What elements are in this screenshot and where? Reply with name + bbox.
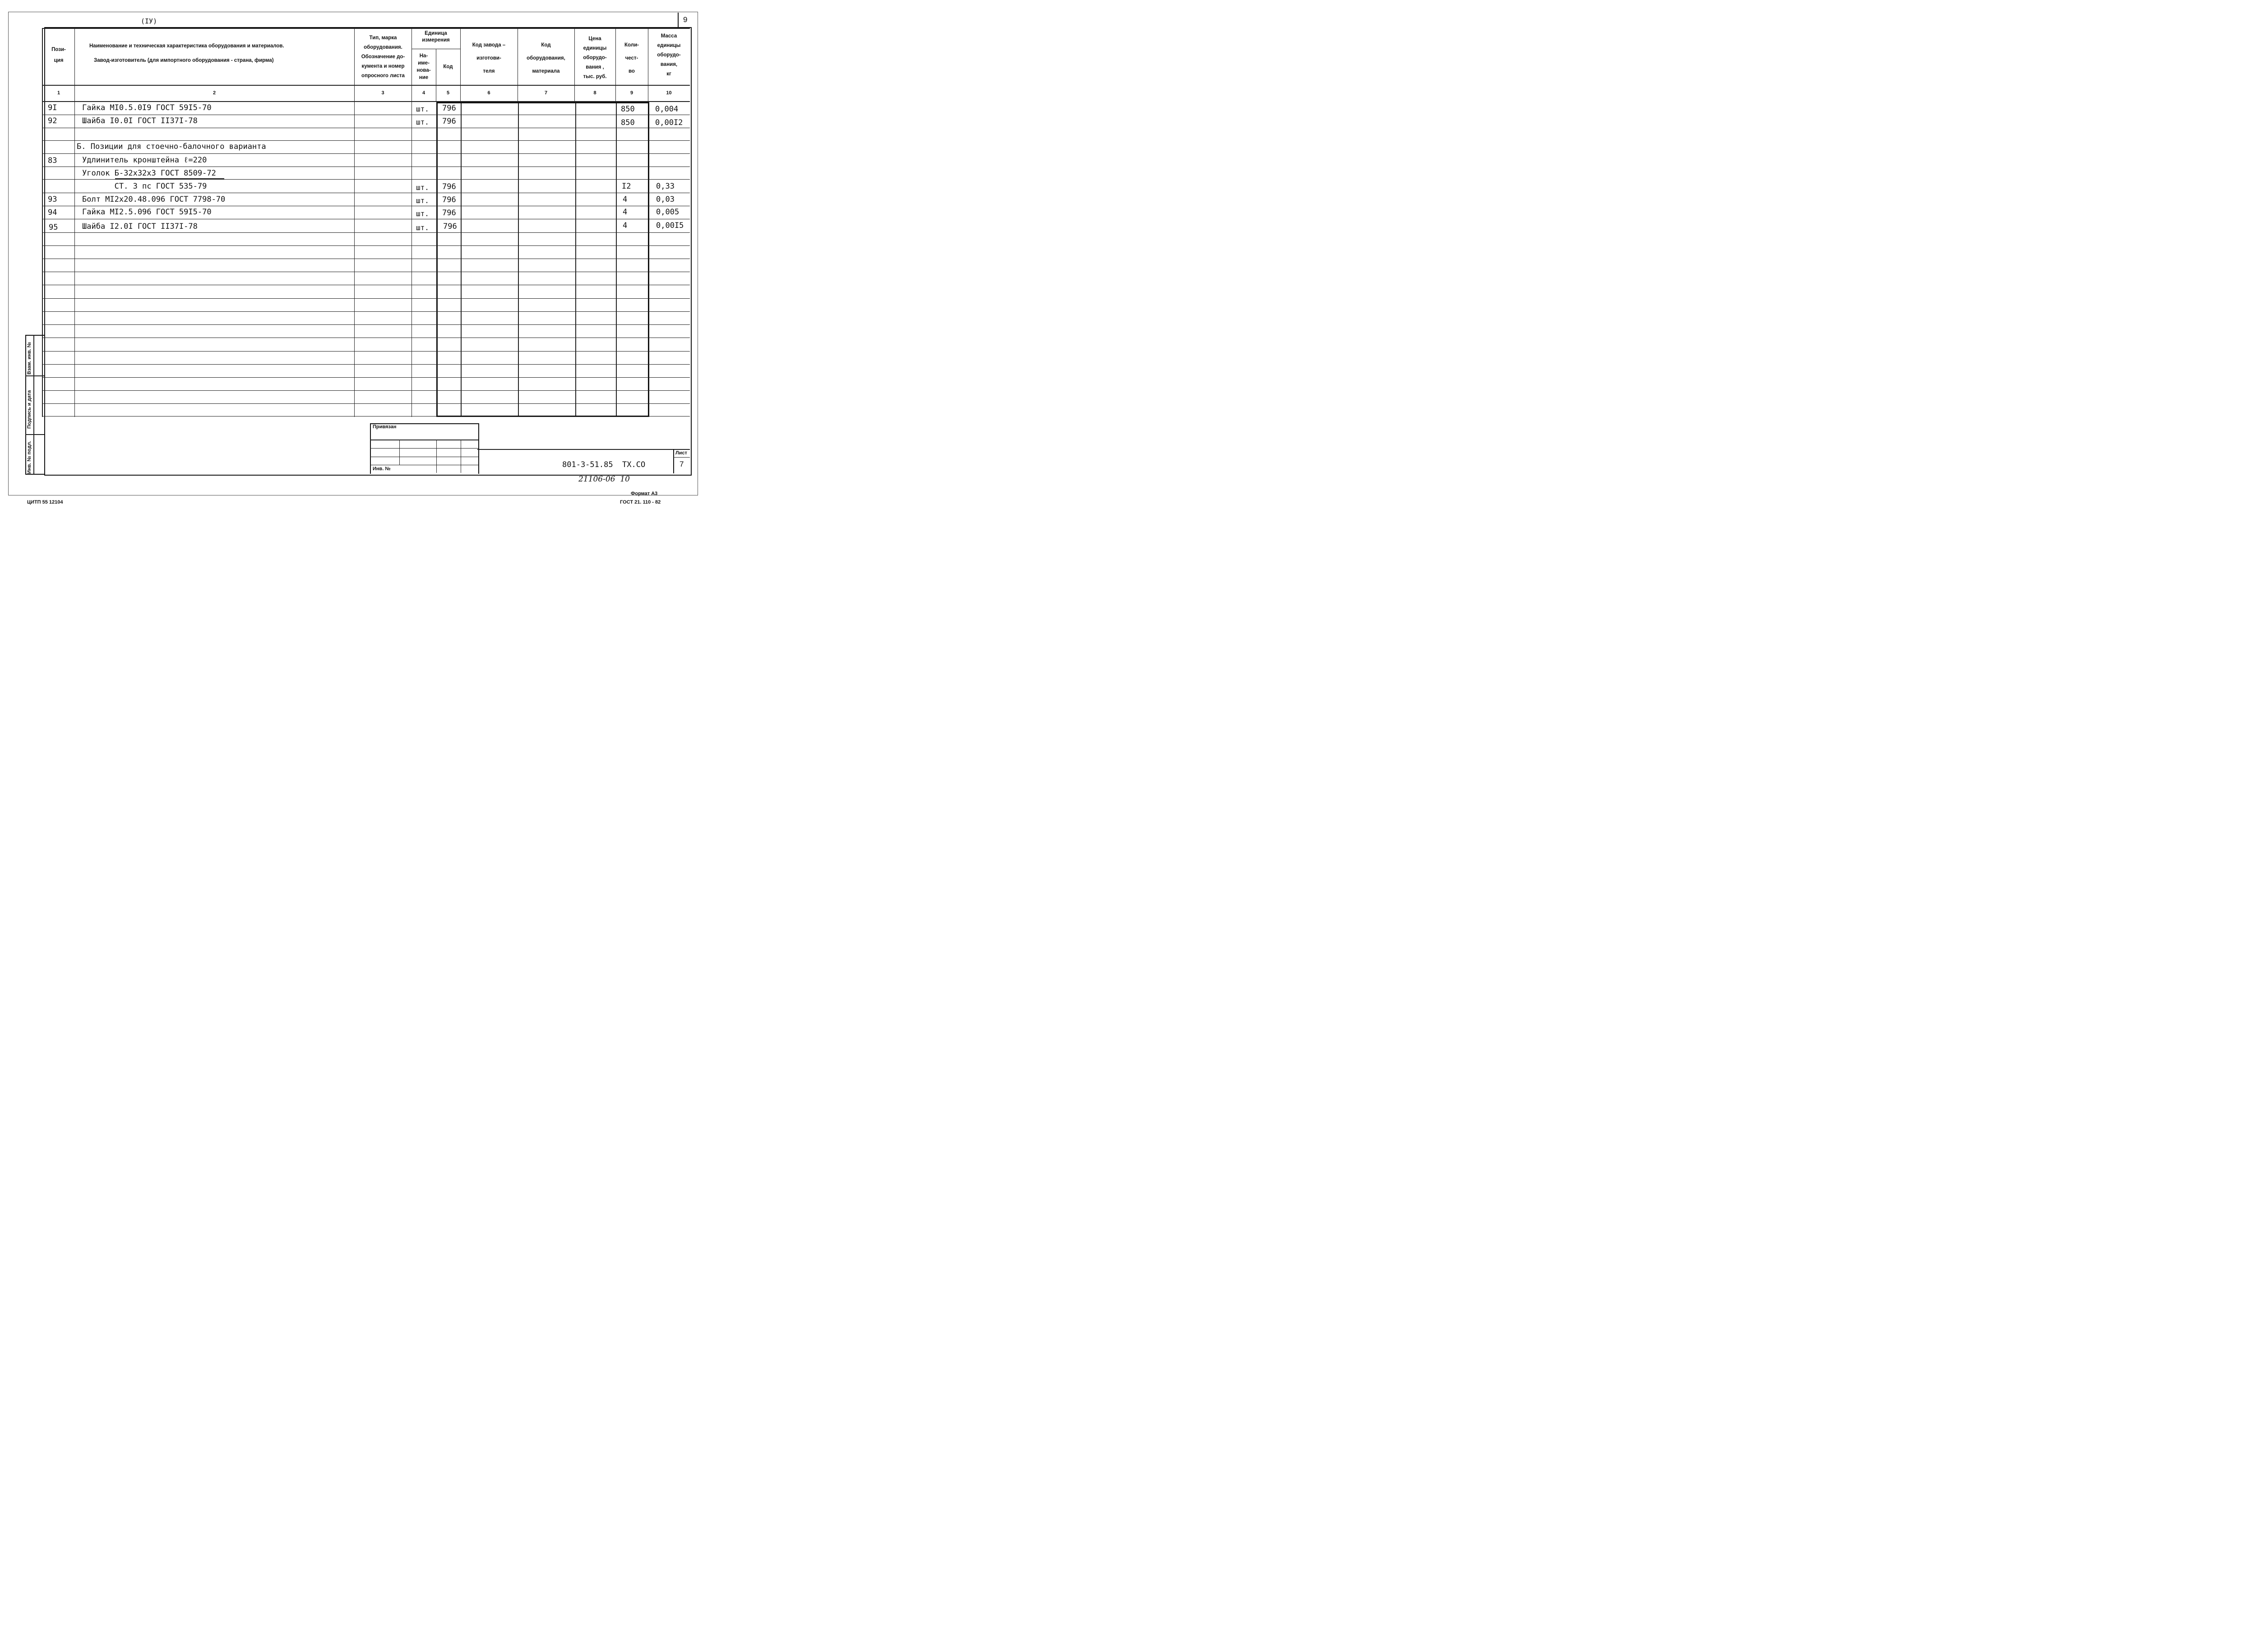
row-name: СТ. 3 пс ГОСТ 535-79 (82, 182, 207, 191)
row-name: Б. Позиции для стоечно-балочного варианта (77, 142, 266, 151)
colnum-8: 8 (593, 90, 596, 96)
header-equipment-code: Код оборудования, материала (527, 42, 565, 74)
row-mass: 0,00I2 (655, 118, 683, 127)
stamp-line (370, 448, 478, 449)
row-code: 796 (442, 117, 456, 126)
col-divider (74, 28, 75, 417)
footer-gost: ГОСТ 21. 110 - 82 (620, 500, 661, 505)
header-name-line1: Наименование и техническая характеристика оборудования и материалов. (89, 43, 284, 49)
stamp-privyazan: Привязан (373, 424, 397, 430)
col-divider (411, 28, 412, 417)
row-mass: 0,33 (656, 182, 675, 191)
row-mass: 0,00I5 (656, 221, 684, 230)
colnum-9: 9 (630, 90, 633, 96)
header-unit-name: На- име- нова- ние (416, 53, 431, 80)
row-position: 95 (49, 223, 58, 232)
header-type: Тип, марка оборудования. Обозначение до- кумента и номер опросного листа (361, 35, 405, 79)
row-position: 92 (48, 116, 57, 125)
row-unit: шт. (416, 223, 429, 232)
header-price: Цена единицы оборудо- вания , тыс. руб. (583, 36, 607, 79)
row-name: Шайба I0.0I ГОСТ II37I-78 (82, 116, 198, 125)
row-unit: шт. (416, 183, 429, 192)
row-qty: 850 (621, 105, 635, 114)
row-code: 796 (442, 208, 456, 217)
header-unit: Единица измерения (422, 31, 450, 43)
stamp-hand-number: 21106-06 10 (578, 475, 630, 484)
row-line (42, 140, 690, 141)
header-unit-code: Код (443, 64, 453, 69)
row-line (42, 324, 690, 325)
header-plant-code: Код завода – изготови- теля (472, 42, 506, 74)
row-qty: 4 (623, 195, 628, 204)
col-divider (518, 102, 519, 416)
row-unit: шт. (416, 118, 429, 126)
header-quantity: Коли- чест- во (624, 42, 639, 74)
side-strip-line (25, 375, 44, 376)
row-code: 796 (442, 104, 456, 113)
side-label-inv: Инв. № подл. (27, 441, 32, 474)
side-label-vzam: Взам. инв. № (27, 342, 32, 375)
colnum-10: 10 (666, 90, 672, 96)
row-name: Шайба I2.0I ГОСТ II37I-78 (82, 222, 198, 231)
row-line (42, 245, 690, 246)
row-name: Уголок Б-32х32х3 ГОСТ 8509-72 (82, 169, 216, 178)
colnum-1: 1 (57, 90, 60, 96)
row-line (42, 364, 690, 365)
row-line (42, 153, 690, 154)
col-divider (575, 102, 576, 416)
row-position: 94 (48, 208, 57, 217)
row-unit: шт. (416, 105, 429, 113)
stamp-divider (399, 440, 400, 465)
stamp-doc-code: 801-3-51.85 ТХ.СО (562, 460, 646, 469)
header-mass: Масса единицы оборудо- вания, кг (657, 33, 681, 77)
side-strip-line (25, 434, 44, 435)
row-mass: 0,005 (656, 208, 680, 217)
row-name: Гайка МI0.5.0I9 ГОСТ 59I5-70 (82, 103, 212, 112)
thick-divider (436, 102, 649, 103)
stamp-inv-no: Инв. № (373, 466, 391, 472)
row-unit: шт. (416, 209, 429, 218)
stamp-divider (436, 440, 437, 473)
row-position: 9I (48, 103, 57, 112)
row-qty: 4 (623, 221, 628, 230)
thick-divider (648, 102, 649, 416)
row-line (42, 351, 690, 352)
row-position: 83 (48, 156, 57, 165)
colnum-7: 7 (544, 90, 548, 96)
stamp-list-number: 7 (680, 460, 684, 468)
row-code: 796 (442, 195, 456, 204)
row-mass: 0,03 (656, 195, 675, 204)
colnum-3: 3 (381, 90, 384, 96)
table-top-border (42, 28, 690, 29)
row-name: Болт МI2х20.48.096 ГОСТ 7798-70 (82, 195, 226, 204)
row-qty: 850 (621, 118, 635, 127)
list-box-line (673, 457, 690, 458)
thick-divider (436, 102, 438, 416)
side-strip-divider (33, 335, 34, 474)
row-line (42, 311, 690, 312)
row-line (42, 298, 690, 299)
underline (115, 178, 224, 179)
page-number: 9 (683, 15, 688, 24)
colnum-4: 4 (422, 90, 425, 96)
col-divider (616, 102, 617, 416)
row-name: Удлинитель кронштейна ℓ=220 (82, 156, 207, 165)
header-position: Пози- ция (51, 47, 66, 63)
row-line (42, 403, 690, 404)
row-qty: 4 (623, 208, 628, 217)
footer-left: ЦИТП 55 12104 (27, 500, 63, 505)
col-divider (354, 28, 355, 417)
colnum-2: 2 (213, 90, 216, 96)
row-unit: шт. (416, 196, 429, 205)
row-code: 796 (442, 182, 456, 191)
stamp-list-label: Лист (675, 450, 687, 456)
row-code: 796 (443, 222, 457, 231)
colnum-6: 6 (487, 90, 490, 96)
row-qty: I2 (622, 182, 631, 191)
sheet-label: (IУ) (141, 17, 157, 25)
colnum-5: 5 (446, 90, 450, 96)
header-name-line2: Завод-изготовитель (для импортного оборудования - страна, фирма) (94, 58, 274, 63)
row-line (42, 232, 690, 233)
page-number-box (678, 13, 698, 27)
colnum-bottom-line (42, 101, 690, 102)
row-line (42, 377, 690, 378)
row-name: Гайка МI2.5.096 ГОСТ 59I5-70 (82, 208, 212, 217)
row-position: 93 (48, 195, 57, 204)
title-block-line (477, 449, 690, 450)
header-bottom-line (42, 85, 690, 86)
footer-format: Формат А3 (631, 491, 658, 496)
side-label-podpis: Подпись и дата (27, 390, 32, 429)
row-line (42, 390, 690, 391)
col-divider (461, 102, 462, 416)
row-line (42, 179, 690, 180)
row-mass: 0,004 (655, 105, 679, 114)
